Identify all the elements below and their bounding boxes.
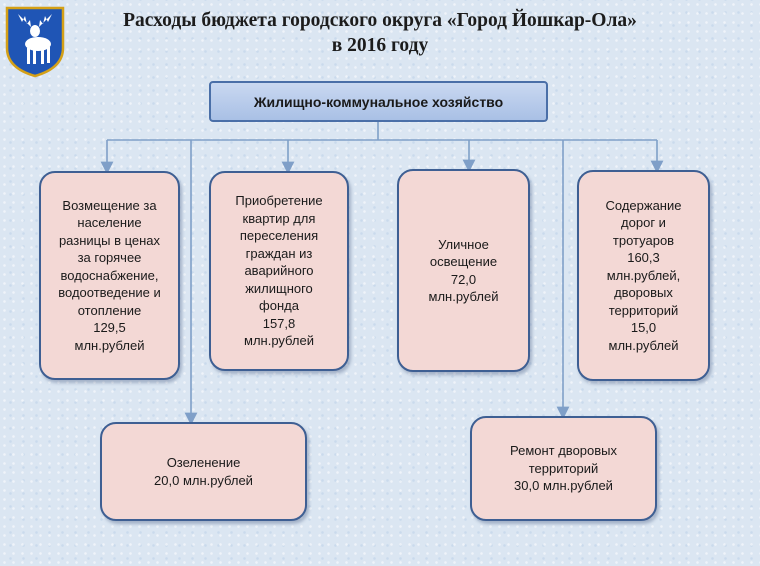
node-line: Возмещение за — [62, 197, 157, 213]
node-line: территорий — [528, 460, 599, 476]
node-line: жилищного — [245, 280, 313, 296]
node-line: Ремонт дворовых — [509, 443, 618, 459]
node-line: Содержание — [605, 197, 682, 213]
title-line-1: Расходы бюджета городского округа «Город Йошкар-Ола» — [123, 10, 637, 31]
node-street-lighting — [397, 169, 530, 372]
node-line: переселения — [239, 228, 319, 244]
node-amount: 30,0 млн.рублей — [514, 478, 613, 494]
node-unit: млн.рублей, — [606, 267, 681, 283]
node-resettlement-housing — [209, 171, 349, 371]
node-amount: 157,8 — [262, 315, 296, 331]
node-line: тротуаров — [612, 232, 675, 248]
node-line: разницы в ценах — [58, 232, 161, 248]
node-amount: 129,5 — [93, 320, 126, 336]
node-landscaping — [100, 422, 307, 521]
node-line: водоснабжение, — [60, 267, 159, 283]
node-amount: 20,0 млн.рублей — [154, 472, 253, 488]
node-line: отопление — [77, 302, 142, 318]
node-hot-water-compensation — [39, 171, 180, 380]
node-line: дорог и — [621, 215, 666, 231]
root-node-housing-utilities — [209, 81, 548, 122]
node-yard-repair — [470, 416, 657, 521]
node-line: Приобретение — [235, 193, 323, 209]
node-amount: 72,0 — [450, 271, 477, 287]
node-line: территорий — [608, 302, 679, 318]
node-unit: млн.рублей — [244, 333, 314, 349]
node-line: Озеленение — [166, 455, 241, 470]
node-amount: 15,0 — [630, 320, 657, 336]
title-line-2: в 2016 году — [331, 35, 429, 56]
root-node-label: Жилищно-коммунальное хозяйство — [253, 93, 504, 110]
node-line: за горячее — [77, 250, 142, 266]
node-line: население — [77, 215, 142, 231]
node-unit: млн.рублей — [608, 337, 679, 353]
node-amount: 160,3 — [627, 250, 660, 266]
node-line: граждан из — [245, 245, 313, 261]
node-line: квартир для — [242, 210, 316, 226]
node-line: водоотведение и — [58, 285, 161, 301]
node-line: фонда — [259, 298, 299, 314]
node-line: аварийного — [244, 263, 314, 279]
node-unit: млн.рублей — [428, 289, 499, 304]
node-line: Уличное — [438, 236, 489, 252]
node-unit: млн.рублей — [74, 337, 145, 353]
node-line: освещение — [429, 254, 498, 269]
node-line: дворовых — [614, 285, 673, 301]
node-roads-maintenance — [577, 170, 710, 381]
